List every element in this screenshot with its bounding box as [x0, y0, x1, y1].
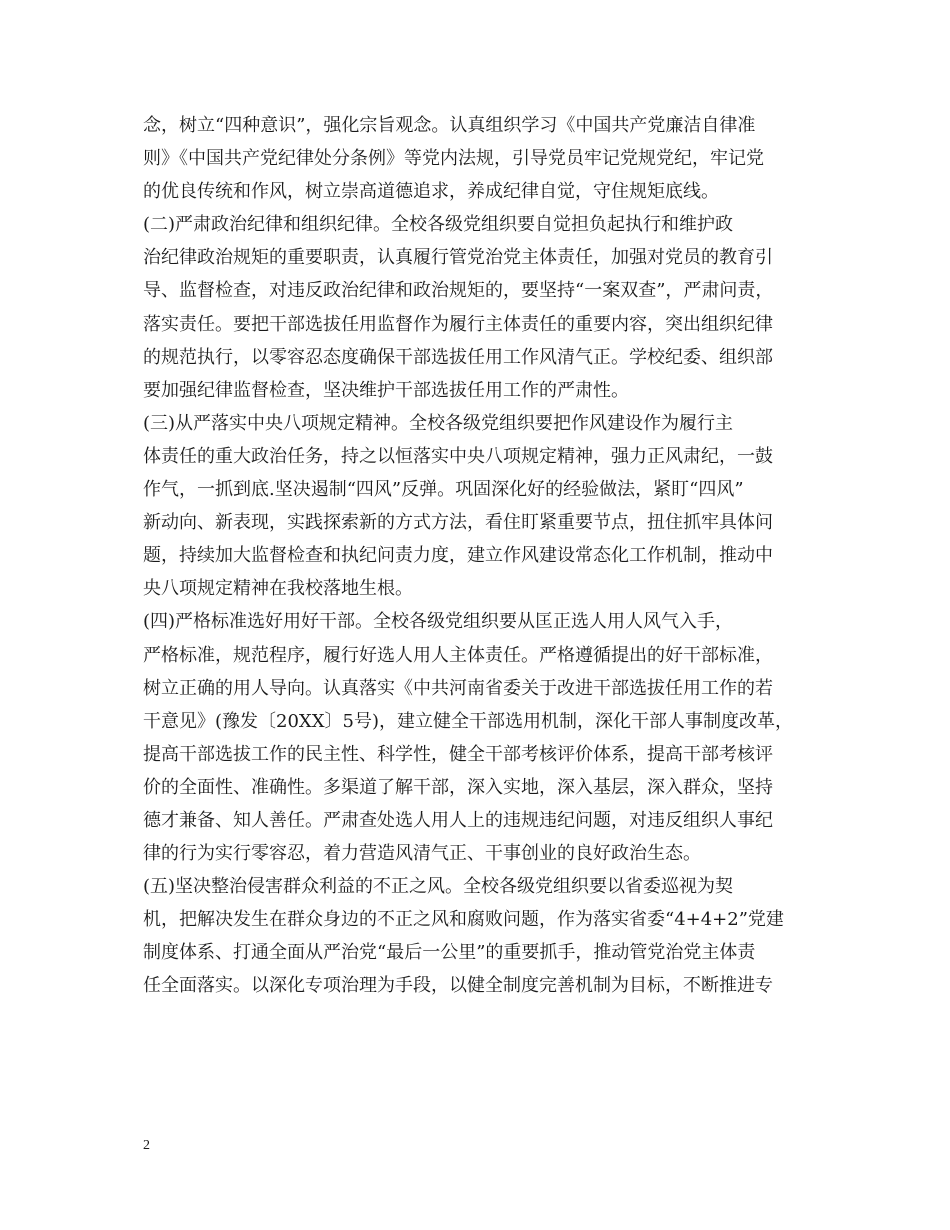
document-body [143, 109, 827, 1003]
paragraph-section-5: (五)坚决整治侵害群众利益的不正之风。全校各级党组织要以省委巡视为契 机，把解决发生在群众身边的不正之风和腐败问题，作为落实省委“4+4+2”党建 制度体系、打通全面从严治党“最后一公里”的重要抓手，推动管党治党主体责 任全面落实。以深化专项治理为手段，以健全制度完善机制为目标，不断推进专 [143, 876, 784, 997]
paragraph-continuation: 念，树立“四种意识”，强化宗旨观念。认真组织学习《中国共产党廉洁自律准 则》《中国共产党纪律处分条例》等党内法规，引导党员牢记党规党纪，牢记党 的优良传统和作风，树立崇高道德追求，养成纪律自觉，守住规矩底线。 [143, 115, 764, 203]
paragraph-section-2: (二)严肃政治纪律和组织纪律。全校各级党组织要自觉担负起执行和维护政 治纪律政治规矩的重要职责，认真履行管党治党主体责任，加强对党员的教育引 导、监督检查，对违反政治纪律和政治规矩的，要坚持“一案双查”，严肃问责， 落实责任。要把干部选拔任用监督作为履行主体责任的重要内容，突出组织纪律 的规范执行，以零容忍态度确保干部选拔任用工作风清气正。学校纪委、组织部 要加强纪律监督检查，坚决维护干部选拔任用工作的严肃性。 [143, 214, 774, 401]
paragraph-section-3: (三)从严落实中央八项规定精神。全校各级党组织要把作风建设作为履行主 体责任的重大政治任务，持之以恒落实中央八项规定精神，强力正风肃纪，一鼓 作气，一抓到底.坚决遏制“四风”反弹。巩固深化好的经验做法，紧盯“四风” 新动向、新表现，实践探索新的方式方法，看住盯紧重要节点，扭住抓牢具体问 题，持续加大监督检查和执纪问责力度，建立作风建设常态化工作机制，推动中 央八项规定精神在我校落地生根。 [143, 412, 773, 600]
paragraph-section-4: (四)严格标准选好用好干部。全校各级党组织要从匡正选人用人风气入手， 严格标准，规范程序，履行好选人用人主体责任。严格遵循提出的好干部标准， 树立正确的用人导向。认真落实《中共河南省委关于改进干部选拔任用工作的若 干意见》(豫发〔20XX〕5号)，建立健全干部选用机制，深化干部人事制度改革， 提高干部选拔工作的民主性、科学性，健全干部考核评价体系，提高干部考核评 价的全面性、准确性。多渠道了解干部，深入实地，深入基层，深入群众，坚持 德才兼备、知人善任。严肃查处选人用人上的违规违纪问题，对违反组织人事纪 律的行为实行零容忍，着力营造风清气正、干事创业的良好政治生态。 [143, 611, 794, 865]
page-number: 2 [143, 1138, 150, 1153]
